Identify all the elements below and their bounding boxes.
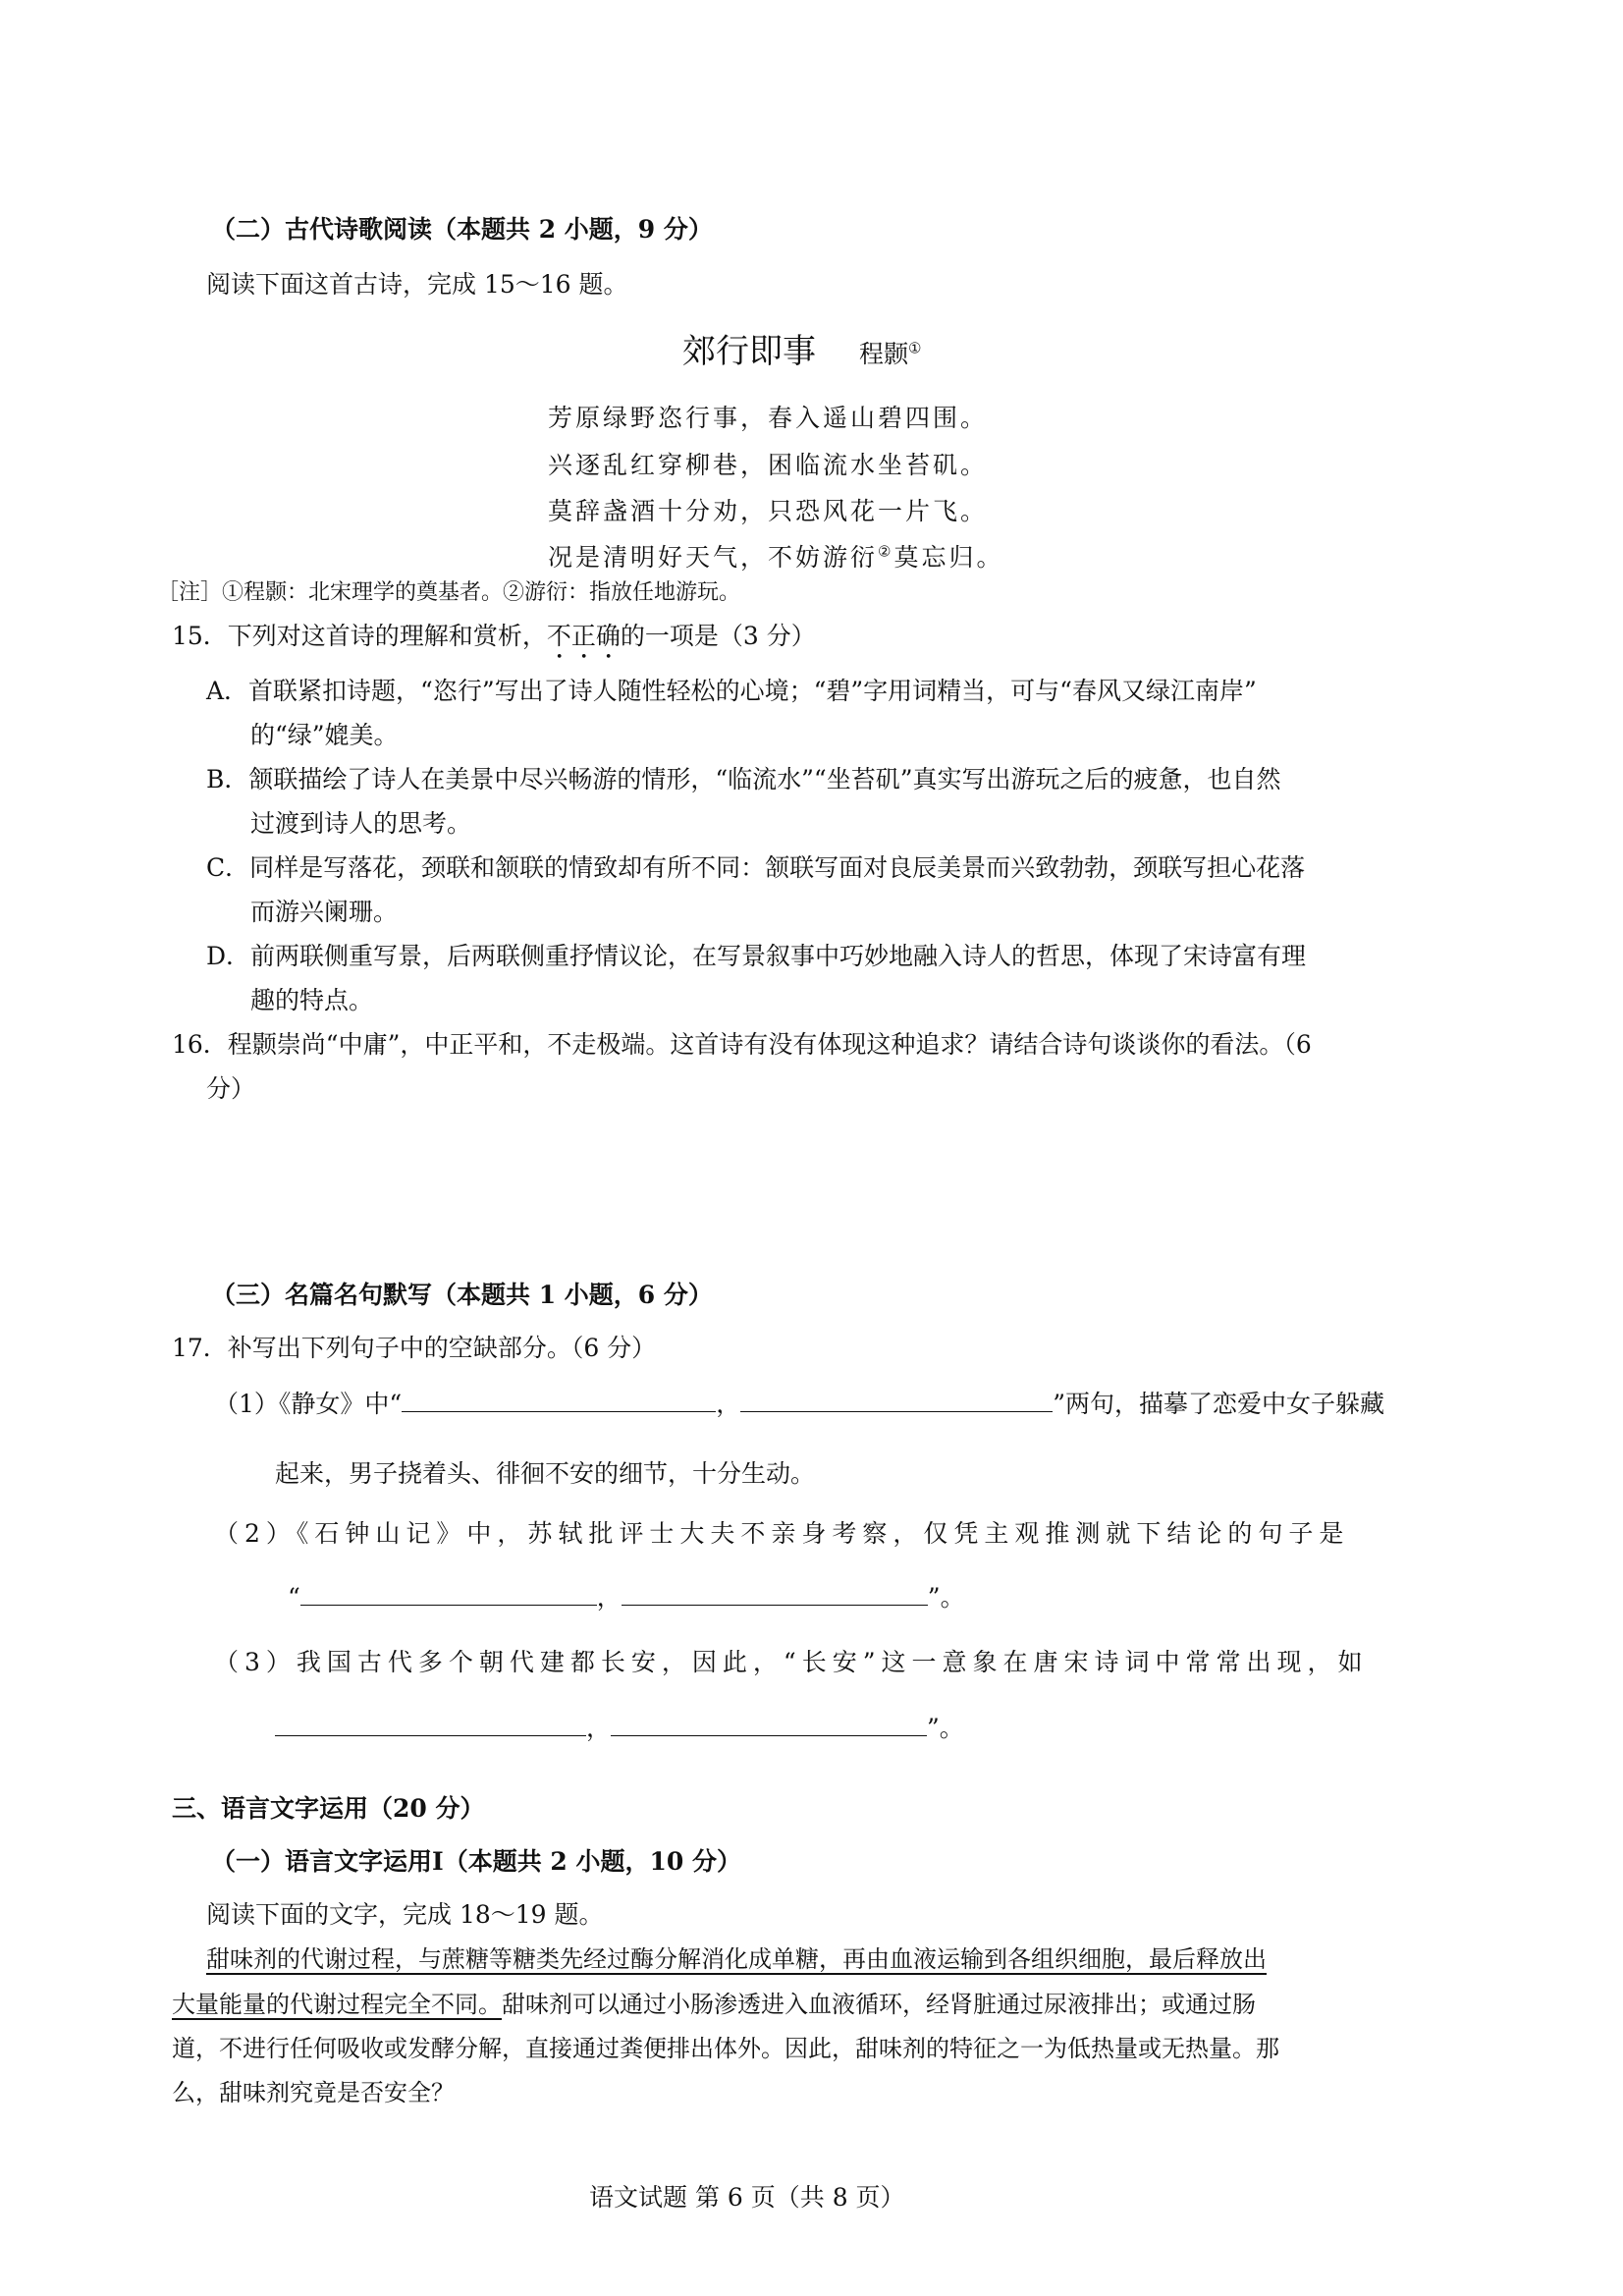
poem-header xyxy=(682,330,921,373)
section-2-heading: （二）古代诗歌阅读（本题共 2 小题，9 分） xyxy=(211,215,713,244)
option-a-line-1: A．首联紧扣诗题，“恣行”写出了诗人随性轻松的心境；“碧”字用词精当，可与“春风又绿江南岸” xyxy=(206,677,1257,705)
poem-author: 程颢① xyxy=(859,339,922,368)
underlined-sentence: 大量能量的代谢过程完全不同。 xyxy=(172,1991,502,2018)
answer-blank[interactable] xyxy=(611,1712,927,1736)
answer-blank[interactable] xyxy=(300,1581,597,1606)
part-3-subheading: （一）语言文字运用Ⅰ（本题共 2 小题，10 分） xyxy=(211,1847,741,1876)
answer-blank[interactable] xyxy=(275,1712,586,1736)
passage-line-1: 甜味剂的代谢过程，与蔗糖等糖类先经过酶分解消化成单糖，再由血液运输到各组织细胞，最后释放出 xyxy=(206,1945,1267,1973)
q17-part-2-line-1: （2）《石钟山记》中，苏轼批评士大夫不亲身考察，仅凭主观推测就下结论的句子是 xyxy=(214,1519,1350,1548)
answer-blank[interactable] xyxy=(740,1388,1053,1412)
question-16-line-2: 分） xyxy=(206,1074,256,1103)
question-17-stem: 17．补写出下列句子中的空缺部分。（6 分） xyxy=(172,1334,657,1362)
q17-part-2-line-2: “ ， ”。 xyxy=(288,1583,965,1612)
passage-line-2: 大量能量的代谢过程完全不同。甜味剂可以通过小肠渗透进入血液循环，经肾脏通过尿液排出；或通过肠 xyxy=(172,1991,1256,2018)
poem-note: ［注］①程颢：北宋理学的奠基者。②游衍：指放任地游玩。 xyxy=(157,580,741,605)
option-a-line-2: 的“绿”媲美。 xyxy=(250,721,399,749)
page-footer: 语文试题 第 6 页（共 8 页） xyxy=(589,2183,905,2212)
part-3-intro: 阅读下面的文字，完成 18～19 题。 xyxy=(206,1900,604,1929)
option-b-line-2: 过渡到诗人的思考。 xyxy=(250,809,472,838)
option-c-line-1: C．同样是写落花，颈联和颔联的情致却有所不同：颔联写面对良辰美景而兴致勃勃，颈联写担心花落 xyxy=(206,853,1306,882)
passage-line-3: 道，不进行任何吸收或发酵分解，直接通过粪便排出体外。因此，甜味剂的特征之一为低热量或无热量。那 xyxy=(172,2035,1279,2062)
q17-part-1-line-2: 起来，男子挠着头、徘徊不安的细节，十分生动。 xyxy=(275,1459,816,1488)
poem-line-2: 兴逐乱红穿柳巷，困临流水坐苔矶。 xyxy=(548,451,989,479)
option-d-line-1: D．前两联侧重写景，后两联侧重抒情议论，在写景叙事中巧妙地融入诗人的哲思，体现了宋诗富有理 xyxy=(206,942,1307,970)
option-c-line-2: 而游兴阑珊。 xyxy=(250,898,399,926)
passage-line-4: 么，甜味剂究竟是否安全？ xyxy=(172,2079,455,2106)
poem-line-3: 莫辞盏酒十分劝，只恐风花一片飞。 xyxy=(548,497,989,525)
part-3-heading: 三、语言文字运用（20 分） xyxy=(172,1794,485,1823)
option-d-line-2: 趣的特点。 xyxy=(250,986,374,1014)
emphasis-text: 不正确 xyxy=(546,622,621,650)
poem-line-1: 芳原绿野恣行事，春入遥山碧四围。 xyxy=(548,404,989,432)
answer-blank[interactable] xyxy=(402,1388,716,1412)
section-2-intro: 阅读下面这首古诗，完成 15～16 题。 xyxy=(206,270,628,299)
section-3-heading: （三）名篇名句默写（本题共 1 小题，6 分） xyxy=(211,1281,713,1309)
question-15-stem: 15．下列对这首诗的理解和赏析，不正确的一项是（3 分） xyxy=(172,622,816,650)
poem-line-4: 况是清明好天气，不妨游衍②莫忘归。 xyxy=(548,542,1004,572)
q17-part-3-line-1: （3）我国古代多个朝代建都长安，因此，“长安”这一意象在唐宋诗词中常常出现，如 xyxy=(214,1648,1369,1676)
question-16-line-1: 16．程颢崇尚“中庸”，中正平和，不走极端。这首诗有没有体现这种追求？请结合诗句谈谈你的看法。（6 xyxy=(172,1030,1312,1059)
answer-blank[interactable] xyxy=(622,1581,928,1606)
poem-title: 郊行即事 xyxy=(682,332,816,371)
q17-part-3-line-2: ， ”。 xyxy=(275,1712,964,1745)
q17-part-1-line-1: （1）《静女》中“ ， ”两句，描摹了恋爱中女子躲藏 xyxy=(214,1390,1384,1418)
option-b-line-1: B．颔联描绘了诗人在美景中尽兴畅游的情形，“临流水”“坐苔矶”真实写出游玩之后的疲惫，也自然 xyxy=(206,765,1281,793)
